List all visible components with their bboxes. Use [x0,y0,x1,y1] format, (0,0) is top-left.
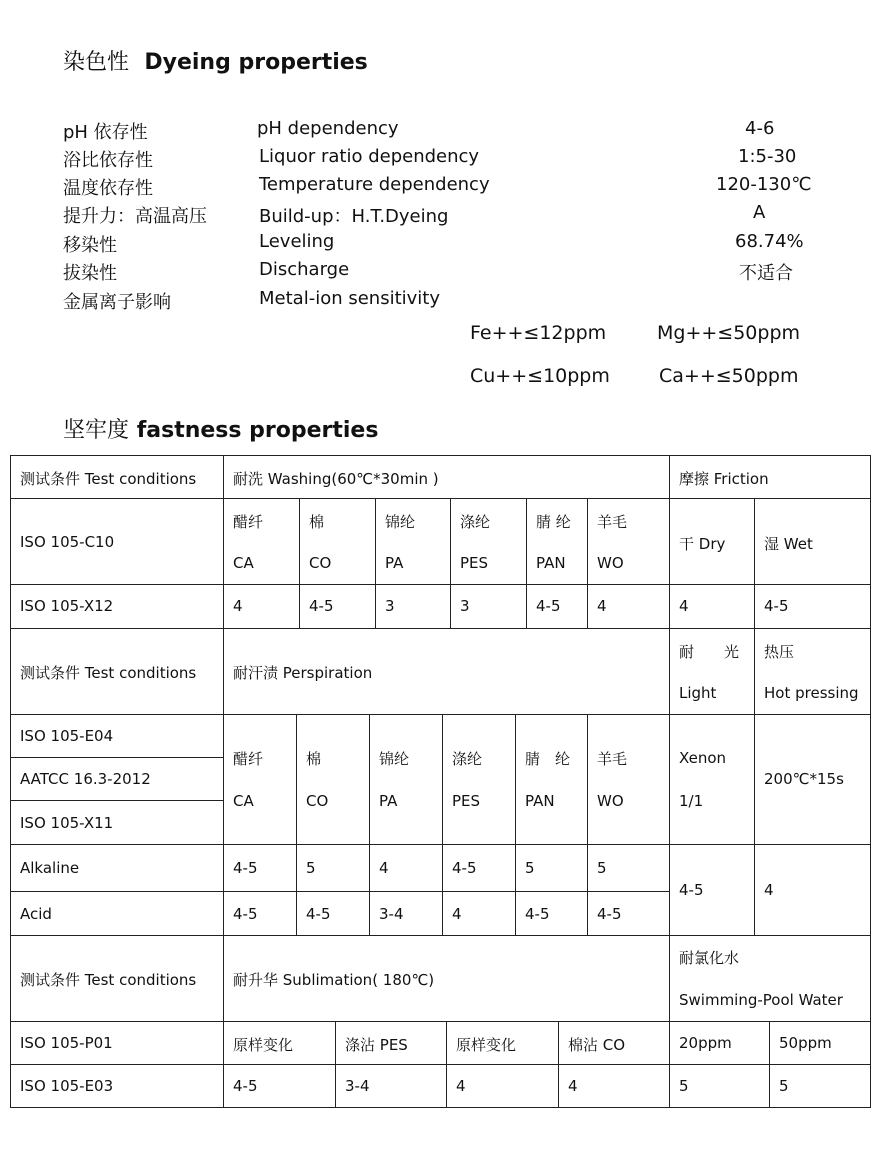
xenon-value: 1/1 [679,792,704,810]
prop-cn: 浴比依存性 [63,150,153,171]
result-value: 5 [525,859,535,877]
result-value: 4-5 [452,859,477,877]
prop-cn: 温度依存性 [63,178,153,199]
dyeing-title-en: Dyeing properties [144,50,368,75]
prop-cn: 移染性 [63,235,117,256]
result-value: 4-5 [536,597,561,615]
hot-pressing-result: 4 [764,881,774,899]
hot-pressing-header-en: Hot pressing [764,684,859,702]
prop-en: pH dependency [257,118,399,139]
standard-label: AATCC 16.3-2012 [20,770,151,788]
xenon-label: Xenon [679,749,727,767]
prop-cn: pH 依存性 [63,122,148,143]
prop-value: A [753,202,766,223]
light-result: 4-5 [679,881,704,899]
fastness-title [63,413,378,444]
fiber-en: WO [597,792,624,810]
result-value: 5 [679,1077,689,1095]
prop-cn: 金属离子影响 [63,292,171,313]
friction-dry: 干 Dry [679,535,726,553]
column-label: 原样变化 [233,1036,294,1054]
prop-en: Liquor ratio dependency [259,146,480,167]
ppm-label: 20ppm [679,1034,732,1052]
fiber-en: PAN [525,792,555,810]
result-value: 5 [779,1077,789,1095]
result-value: 4 [379,859,389,877]
light-header-cn: 耐 光 [679,643,740,661]
result-value: 4-5 [233,859,258,877]
test-conditions-label: 测试条件 Test conditions [20,470,197,488]
result-value: 4-5 [309,597,334,615]
ion-mg: Mg++≤50ppm [657,322,801,344]
acid-label: Acid [20,905,52,923]
hot-pressing-header-cn: 热压 [764,643,795,661]
friction-header: 摩擦 Friction [679,470,769,488]
fiber-cn: 腈 纶 [525,750,571,768]
fiber-cn: 涤纶 [460,513,491,531]
standard-label: ISO 105-X12 [20,597,114,615]
fiber-cn: 腈 纶 [536,513,571,531]
fiber-cn: 棉 [306,750,322,768]
standard-label: ISO 105-P01 [20,1034,113,1052]
result-value: 5 [306,859,316,877]
hot-pressing-condition: 200℃*15s [764,770,844,788]
washing-header: 耐洗 Washing(60℃*30min ) [233,470,439,488]
prop-value: 不适合 [739,263,793,284]
dyeing-title-cn: 染色性 [63,50,130,75]
column-label: 涤沾 PES [345,1036,408,1054]
perspiration-header: 耐汗渍 Perspiration [233,664,373,682]
fiber-cn: 棉 [309,513,325,531]
test-conditions-label: 测试条件 Test conditions [20,971,197,989]
result-value: 4-5 [233,905,258,923]
fiber-cn: 羊毛 [597,750,628,768]
fastness-title-en: fastness properties [136,418,379,443]
result-value: 4 [568,1077,578,1095]
column-label: 原样变化 [456,1036,517,1054]
result-value: 3 [385,597,395,615]
prop-en: Temperature dependency [259,174,490,195]
fiber-en: PA [385,554,404,572]
standard-label: ISO 105-E03 [20,1077,114,1095]
ion-cu: Cu++≤10ppm [470,365,610,387]
result-value: 4-5 [525,905,550,923]
test-conditions-label: 测试条件 Test conditions [20,664,197,682]
light-header-en: Light [679,684,717,702]
fiber-en: PES [460,554,489,572]
result-value: 4 [456,1077,466,1095]
fiber-cn: 醋纤 [233,513,264,531]
result-value: 5 [597,859,607,877]
fiber-en: CO [309,554,332,572]
fiber-en: PES [452,792,481,810]
fastness-table [10,455,871,1108]
result-value: 4-5 [764,597,789,615]
pool-water-header-en: Swimming-Pool Water [679,991,843,1009]
result-value: 3-4 [345,1077,370,1095]
sublimation-header: 耐升华 Sublimation( 180℃) [233,971,435,989]
pool-water-header-cn: 耐氯化水 [679,949,740,967]
result-value: 4-5 [233,1077,258,1095]
prop-en: Discharge [259,259,350,280]
standard-label: ISO 105-C10 [20,533,115,551]
prop-cn: 提升力：高温高压 [63,206,207,227]
result-value: 4 [452,905,462,923]
prop-cn: 拔染性 [63,263,117,284]
prop-value: 4-6 [745,118,775,139]
prop-value: 68.74% [735,231,804,252]
fiber-en: CA [233,554,254,572]
fiber-en: PAN [536,554,566,572]
standard-label: ISO 105-E04 [20,727,114,745]
prop-en: Metal-ion sensitivity [259,288,440,309]
fiber-en: WO [597,554,624,572]
fastness-title-cn: 坚牢度 [63,418,130,443]
fiber-en: CO [306,792,329,810]
result-value: 4 [679,597,689,615]
ion-fe: Fe++≤12ppm [470,322,607,344]
alkaline-label: Alkaline [20,859,80,877]
prop-value: 1:5-30 [738,146,797,167]
ion-ca: Ca++≤50ppm [659,365,799,387]
prop-value: 120-130℃ [716,174,812,195]
friction-wet: 湿 Wet [764,535,813,553]
result-value: 3-4 [379,905,404,923]
fiber-cn: 锦纶 [385,513,416,531]
result-value: 4 [597,597,607,615]
dyeing-title [63,45,368,76]
fiber-cn: 羊毛 [597,513,628,531]
result-value: 3 [460,597,470,615]
result-value: 4 [233,597,243,615]
prop-en: Build-up：H.T.Dyeing [259,206,449,227]
prop-en: Leveling [259,231,335,252]
result-value: 4-5 [597,905,622,923]
fiber-en: CA [233,792,254,810]
ppm-label: 50ppm [779,1034,832,1052]
column-label: 棉沾 CO [568,1036,626,1054]
fiber-cn: 锦纶 [379,750,410,768]
fiber-cn: 醋纤 [233,750,264,768]
fiber-cn: 涤纶 [452,750,483,768]
result-value: 4-5 [306,905,331,923]
standard-label: ISO 105-X11 [20,814,114,832]
fiber-en: PA [379,792,398,810]
